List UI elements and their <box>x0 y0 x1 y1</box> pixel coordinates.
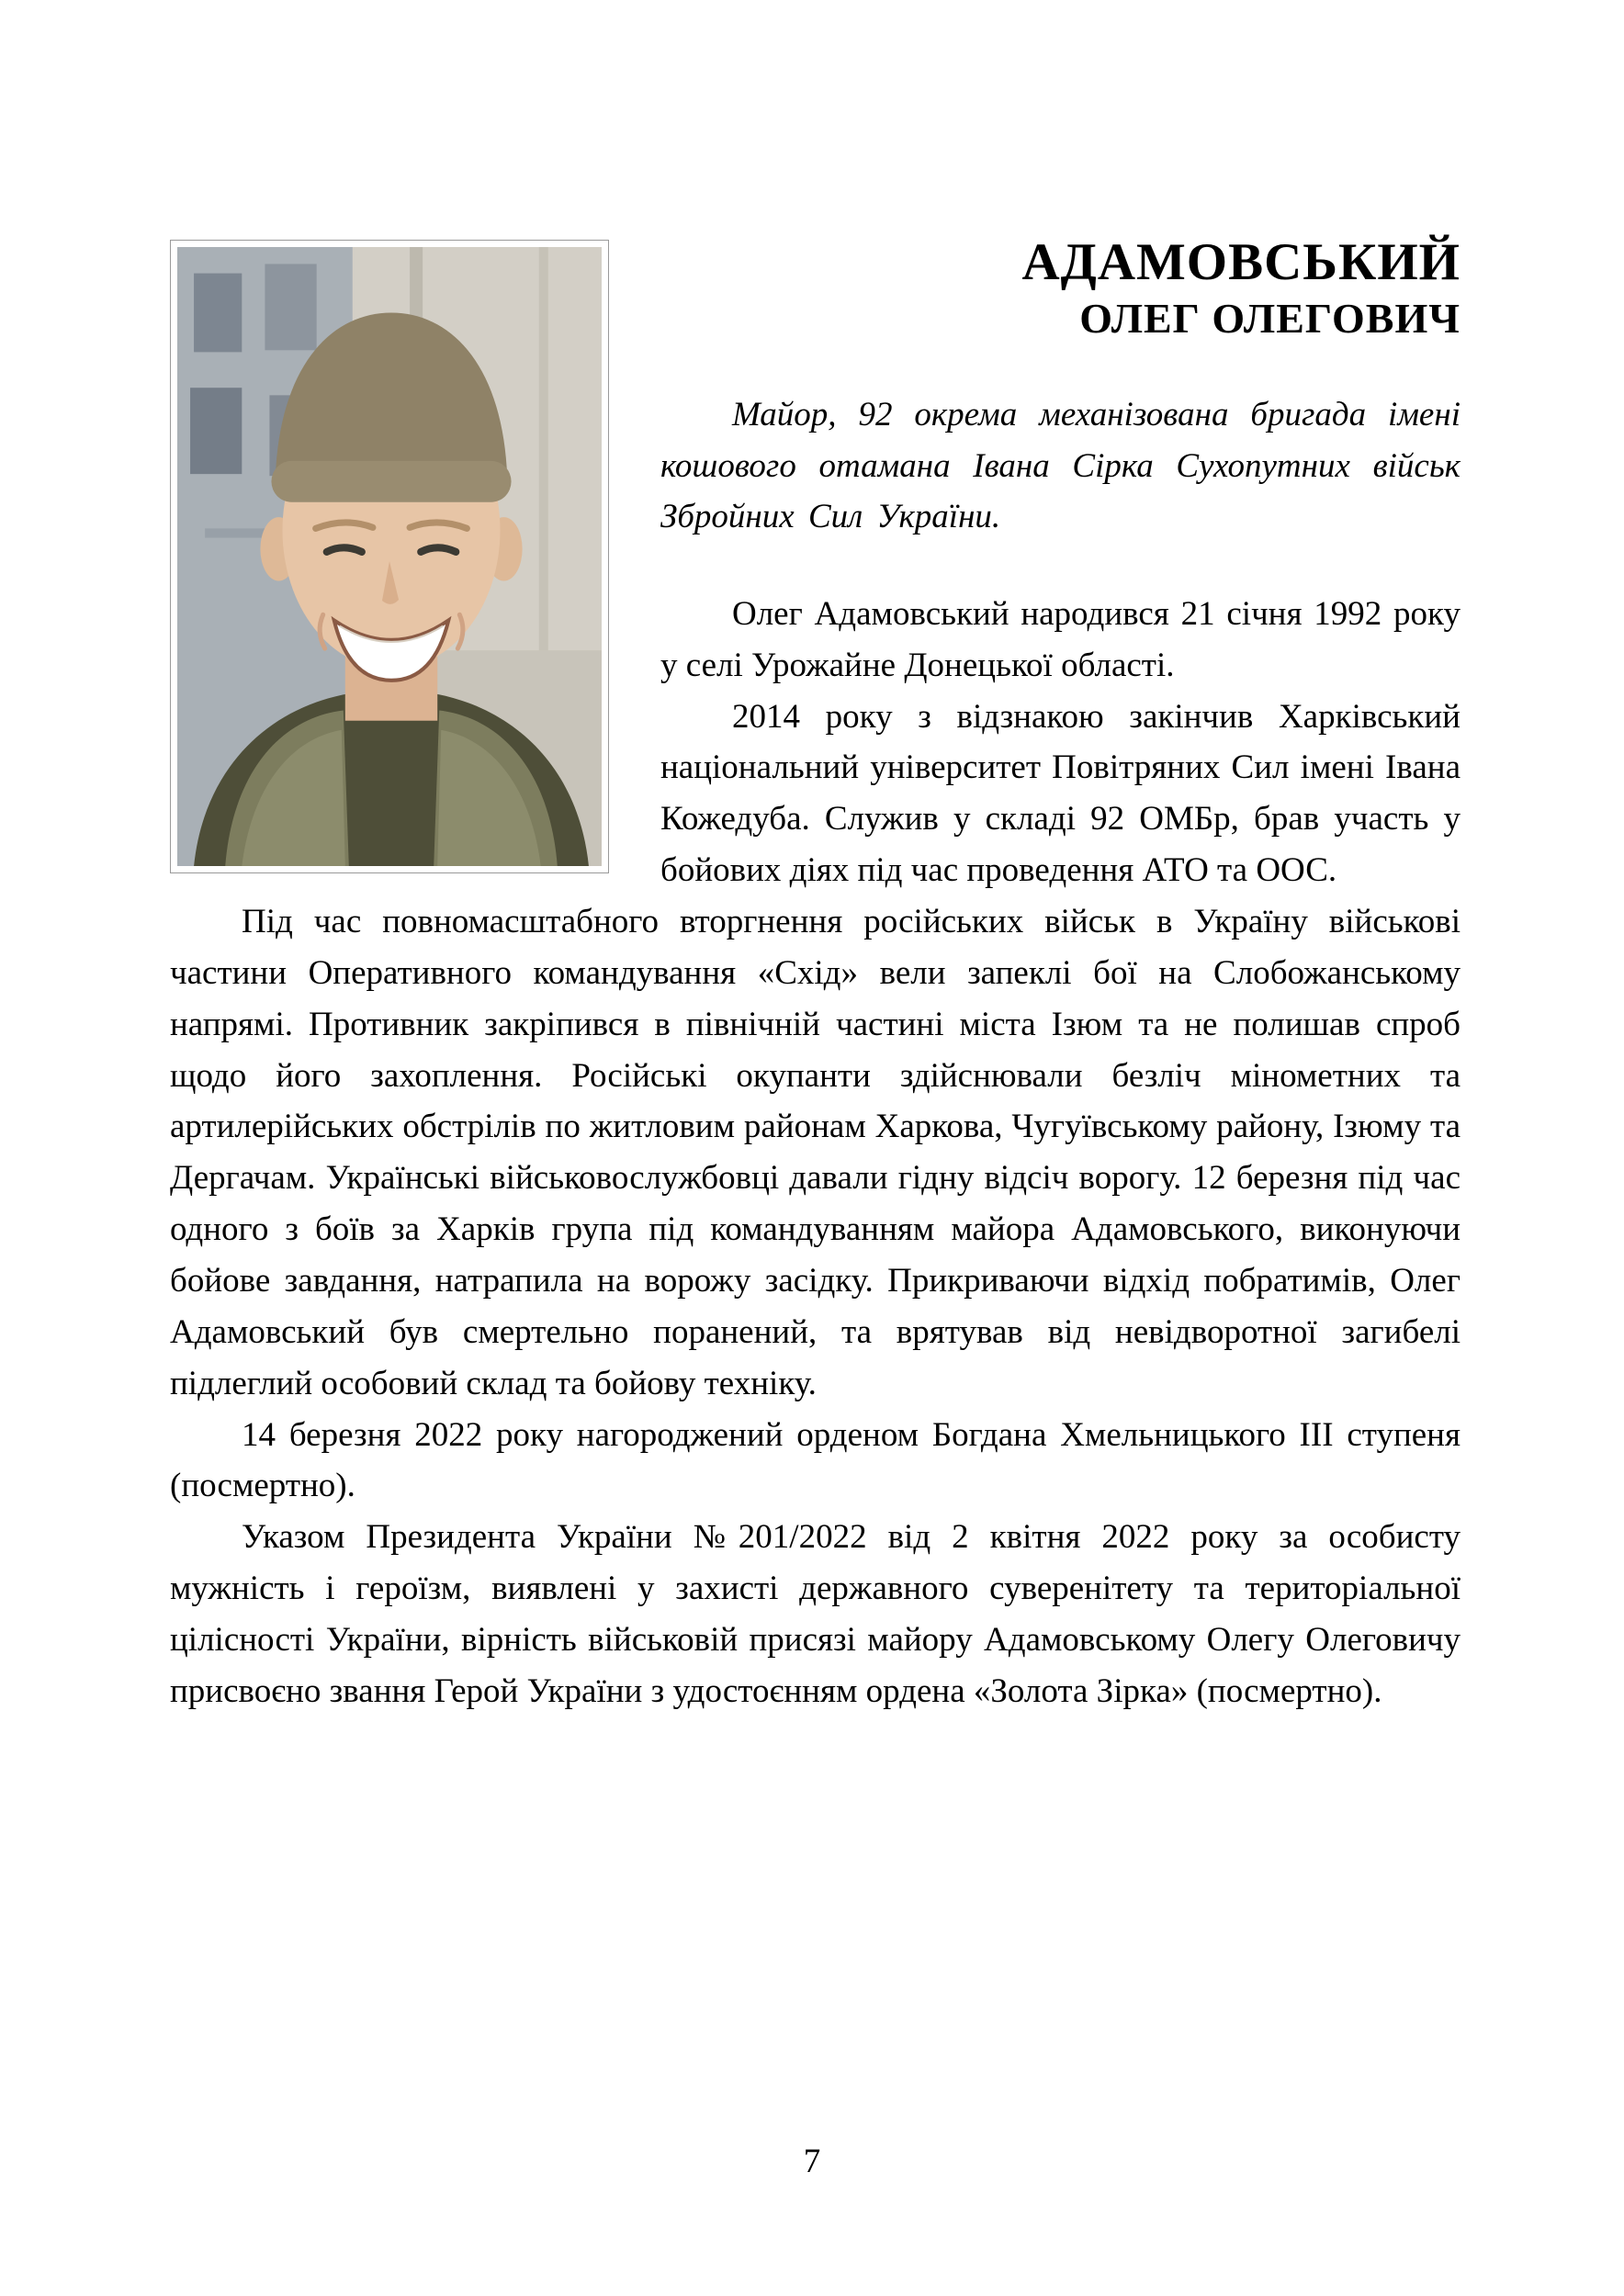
portrait-photo <box>170 240 609 873</box>
lead-paragraph: Майор, 92 окрема механізована бригада імені кошового отамана Івана Сірка Сухопутних військ Збройних Сил України. <box>660 396 1460 536</box>
paragraph: 14 березня 2022 року нагороджений орденом Богдана Хмельницького ІІІ ступеня (посмертно). <box>170 1415 1460 1505</box>
page-number: 7 <box>803 2143 821 2180</box>
paragraph: 2014 року з відзнакою закінчив Харківський національний університет Повітряних Сил імені Івана Кожедуба. Служив у складі 92 ОМБр, брав участь у бойових діях під час проведення АТО та ООС. <box>660 697 1460 890</box>
page-subtitle: ОЛЕГ ОЛЕГОВИЧ <box>1079 294 1460 342</box>
paragraph: Під час повномасштабного вторгнення російських військ в Україну військові частини Оперативного командування «Схід» вели запеклі бої на Слобожанському напрямі. Противник закріпився в північній частині міста Ізюм та не полишав спроб щодо його захоплення. Російські окупанти здійснювали безліч мінометних та артилерійських обстрілів по житловим районам Харкова, Чугуївському району, Ізюму та Дергачам. Українські військовослужбовці давали гідну відсіч ворогу. 12 березня під час одного з боїв за Харків група під командуванням майора Адамовського, виконуючи бойове завдання, натрапила на ворожу засідку. Прикриваючи відхід побратимів, Олег Адамовський був смертельно поранений, та врятував від невідворотної загибелі підлеглий особовий склад та бойову техніку. <box>170 902 1460 1402</box>
portrait-photo-illustration <box>177 247 602 866</box>
page-title: АДАМОВСЬКИЙ <box>1021 233 1460 291</box>
paragraph: Указом Президента України №201/2022 від 2 квітня 2022 року за особисту мужність і героїзм, виявлені у захисті державного суверенітету та територіальної цілісності України, вірність військовій присязі майору Адамовському Олегу Олеговичу присвоєно звання Герой України з удостоєнням ордена «Золота Зірка» (посмертно). <box>170 1518 1460 1710</box>
paragraph: Олег Адамовський народився 21 січня 1992 року у селі Урожайне Донецької області. <box>660 594 1460 684</box>
